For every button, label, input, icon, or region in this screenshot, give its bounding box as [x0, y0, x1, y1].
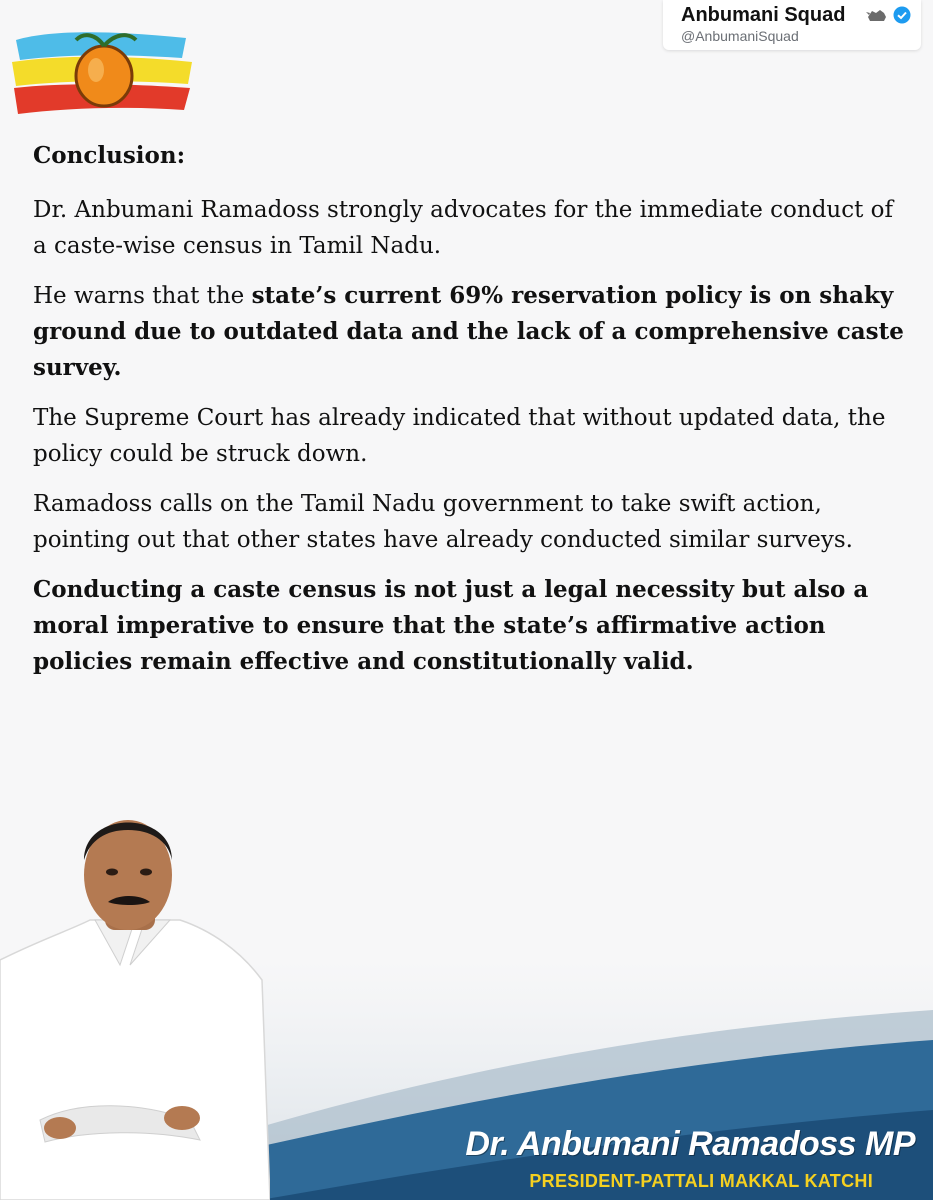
paragraph-2-bold: state’s current 69% reservation policy is on shaky ground due to outdated data and the lack of a comprehensive caste survey. — [33, 282, 904, 381]
account-badge — [663, 0, 921, 50]
paragraph-1: Dr. Anbumani Ramadoss strongly advocates for the immediate conduct of a caste-wise census in Tamil Nadu. — [33, 197, 894, 259]
account-display-name: Anbumani Squad — [681, 4, 846, 26]
mango-logo — [6, 10, 196, 120]
account-handle: @AnbumaniSquad — [681, 28, 799, 44]
article-heading: Conclusion: — [33, 142, 186, 169]
footer-title: PRESIDENT-PATTALI MAKKAL KATCHI — [529, 1171, 873, 1191]
person-portrait — [0, 790, 270, 1200]
paragraph-3: The Supreme Court has already indicated that without updated data, the policy could be struck down. — [33, 405, 886, 467]
paragraph-4: Ramadoss calls on the Tamil Nadu government to take swift action, pointing out that other states have already conducted similar surveys. — [33, 491, 853, 553]
paragraph-2 — [33, 278, 913, 386]
verified-badge-icon — [893, 6, 911, 24]
paragraph-5: Conducting a caste census is not just a legal necessity but also a moral imperative to ensure that the state’s affirmative action policies remain effective and constitutionally valid. — [33, 576, 869, 675]
article-body — [33, 138, 913, 694]
footer-name: Dr. Anbumani Ramadoss MP — [465, 1125, 915, 1163]
rhino-emoji-icon — [866, 7, 888, 23]
paragraph-2-lead: He warns that the — [33, 283, 252, 309]
